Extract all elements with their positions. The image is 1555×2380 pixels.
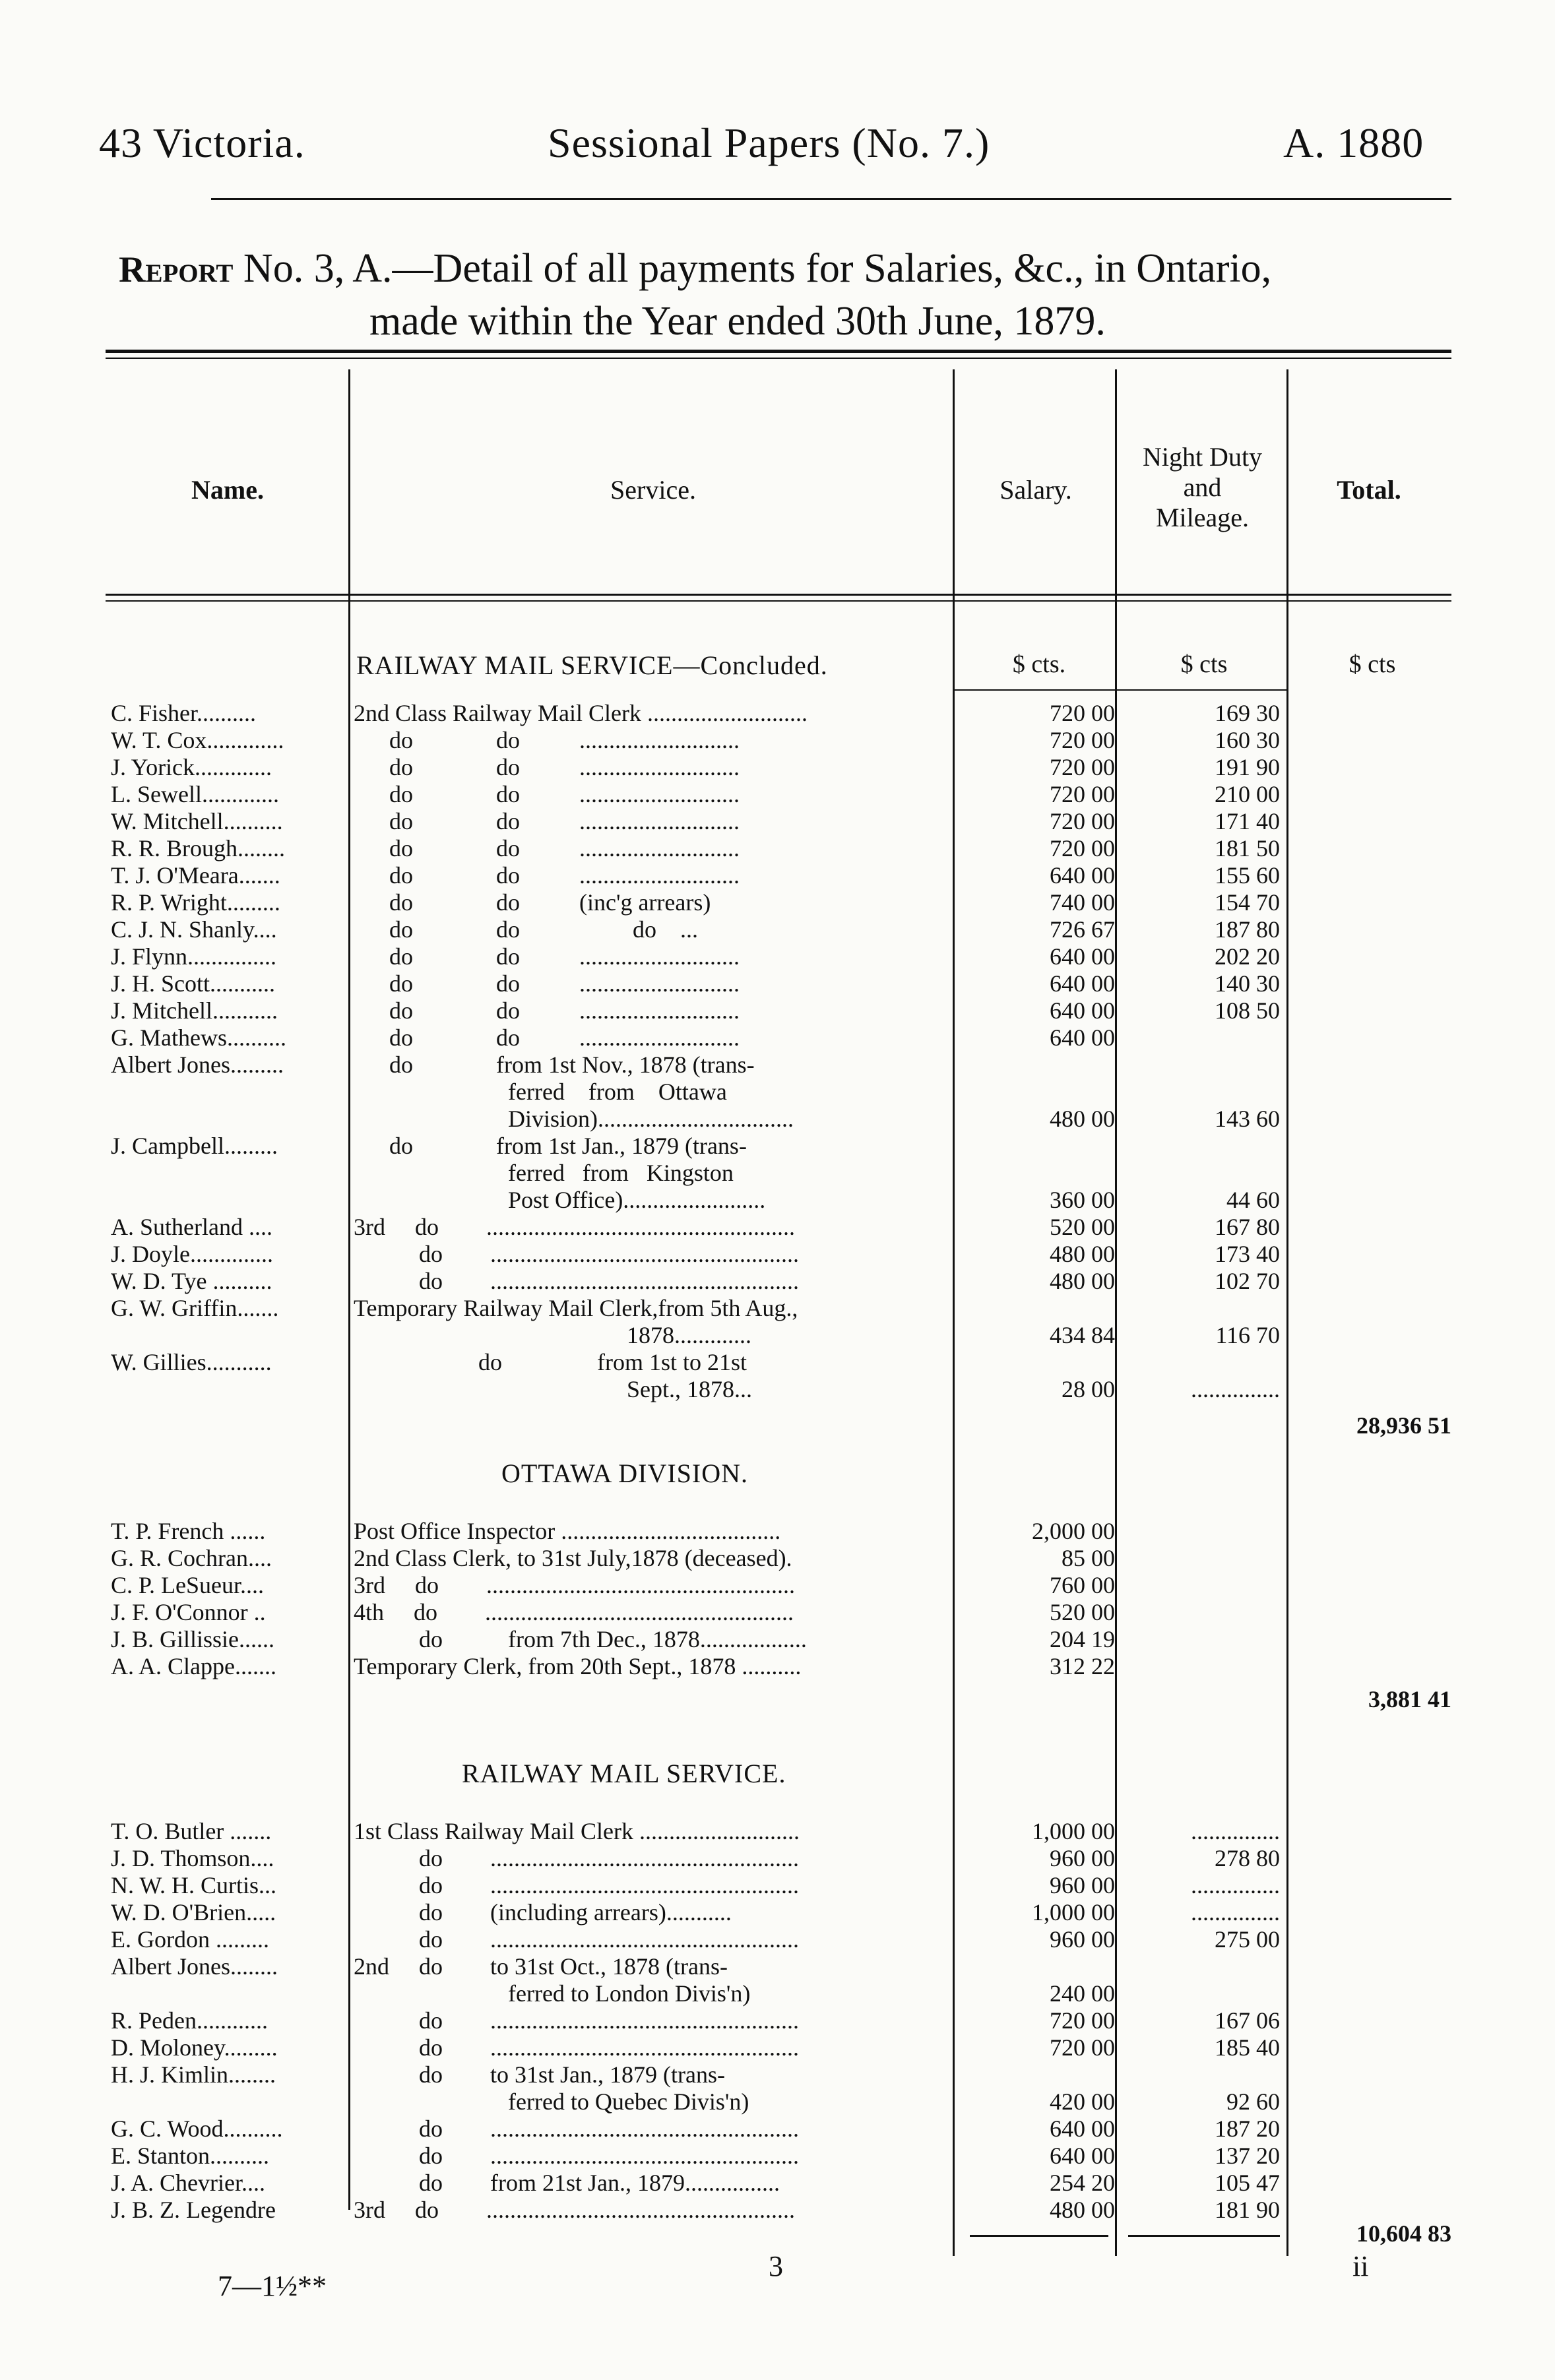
service-description: 3rd do ....................................................: [354, 1572, 795, 1598]
payee-name: G. R. Cochran....: [111, 1545, 272, 1571]
column-night-line2: and: [1183, 472, 1222, 502]
column-night-line1: Night Duty: [1142, 442, 1263, 472]
table-row: [0, 1844, 1555, 1872]
night-duty-amount: 143 60: [1215, 1106, 1280, 1132]
payee-name: J. D. Thomson....: [111, 1845, 274, 1871]
page-number: 3: [769, 2250, 783, 2282]
salary-amount: 960 00: [1050, 1845, 1115, 1871]
salary-unit: $ cts.: [1012, 650, 1066, 678]
table-row: [0, 780, 1555, 808]
salary-amount: 1,000 00: [1032, 1899, 1115, 1926]
salary-amount: 2,000 00: [1032, 1518, 1115, 1544]
table-row: [0, 807, 1555, 835]
salary-amount: 520 00: [1050, 1599, 1115, 1625]
salary-amount: 720 00: [1050, 727, 1115, 753]
table-row: [0, 1625, 1555, 1653]
night-duty-amount: 116 70: [1215, 1322, 1280, 1348]
section-title: [501, 1458, 748, 1489]
payee-name: C. Fisher..........: [111, 700, 257, 726]
salary-amount: 480 00: [1050, 1268, 1115, 1294]
service-description: 2nd Class Railway Mail Clerk ...........................: [354, 700, 808, 726]
table-row: [0, 2169, 1555, 2197]
payee-name: J. Mitchell...........: [111, 997, 278, 1024]
service-description: 3rd do ....................................................: [354, 1214, 795, 1240]
section-total: 10,604 83: [1356, 2220, 1451, 2247]
salary-amount: 760 00: [1050, 1572, 1115, 1598]
report-title-line1: No. 3, A.—Detail of all payments for Salaries, &c., in Ontario,: [243, 246, 1272, 291]
service-description: do do ...........................: [354, 727, 740, 753]
table-row: [0, 1953, 1555, 1980]
salary-amount: 85 00: [1062, 1545, 1115, 1571]
service-description: 4th do ....................................................: [354, 1599, 794, 1625]
salary-amount: 520 00: [1050, 1214, 1115, 1240]
salary-amount: 720 00: [1050, 2034, 1115, 2061]
payee-name: T. O. Butler .......: [111, 1818, 272, 1844]
payee-name: J. F. O'Connor ..: [111, 1599, 266, 1625]
table-row: [0, 1078, 1555, 1106]
table-row: [0, 1294, 1555, 1322]
service-description: do do ...........................: [354, 970, 740, 997]
service-description: Sept., 1878...: [354, 1376, 753, 1402]
service-description: 2nd Class Clerk, to 31st July,1878 (deceased).: [354, 1545, 792, 1571]
service-description: do (including arrears)...........: [354, 1899, 732, 1926]
section-rule: [953, 689, 1286, 691]
footer-signature: 7—1½**: [218, 2270, 327, 2302]
table-row: [0, 1898, 1555, 1926]
night-duty-amount: 167 80: [1215, 1214, 1280, 1240]
night-duty-amount: 105 47: [1215, 2170, 1280, 2196]
service-description: do ....................................................: [354, 1268, 799, 1294]
table-row: [0, 1375, 1555, 1403]
payee-name: W. D. O'Brien.....: [111, 1899, 276, 1926]
payee-name: E. Gordon .........: [111, 1926, 269, 1953]
night-duty-amount: 140 30: [1215, 970, 1280, 997]
night-duty-amount: 44 60: [1226, 1187, 1280, 1213]
table-row: [0, 1517, 1555, 1545]
table-row: [0, 834, 1555, 862]
service-description: Post Office Inspector .....................................: [354, 1518, 781, 1544]
payee-name: J. Doyle..............: [111, 1241, 273, 1267]
payee-name: Albert Jones.........: [111, 1051, 284, 1078]
column-head-rule: [106, 594, 1451, 596]
table-row: [0, 916, 1555, 943]
payee-name: T. P. French ......: [111, 1518, 266, 1544]
report-title-line2: made within the Year ended 30th June, 1879.: [369, 299, 1106, 344]
report-lead: Report: [119, 249, 234, 290]
column-head-rule-2: [106, 600, 1451, 602]
night-duty-amount: 108 50: [1215, 997, 1280, 1024]
service-description: do ....................................................: [354, 2034, 799, 2061]
section-title: [356, 650, 828, 681]
table-row: [0, 2142, 1555, 2170]
salary-amount: 720 00: [1050, 2007, 1115, 2034]
salary-amount: 254 20: [1050, 2170, 1115, 2196]
table-top-rule-2: [106, 358, 1451, 359]
table-row: [0, 1817, 1555, 1845]
salary-amount: 960 00: [1050, 1926, 1115, 1953]
salary-amount: 360 00: [1050, 1187, 1115, 1213]
table-row: [0, 861, 1555, 889]
table-row: [0, 1186, 1555, 1214]
payee-name: W. D. Tye ..........: [111, 1268, 272, 1294]
table-row: [0, 1159, 1555, 1187]
service-description: do to 31st Jan., 1879 (trans-: [354, 2061, 725, 2088]
payee-name: G. Mathews..........: [111, 1024, 286, 1051]
salary-amount: 480 00: [1050, 2197, 1115, 2223]
section-total: 28,936 51: [1356, 1412, 1451, 1439]
table-row: [0, 1132, 1555, 1160]
table-row: [0, 1980, 1555, 2007]
payee-name: R. P. Wright.........: [111, 889, 280, 916]
service-description: do ....................................................: [354, 1241, 799, 1267]
salary-amount: 640 00: [1050, 2143, 1115, 2169]
service-description: 2nd do to 31st Oct., 1878 (trans-: [354, 1953, 728, 1980]
payee-name: G. C. Wood..........: [111, 2115, 283, 2142]
table-row: [0, 753, 1555, 781]
night-duty-amount: ...............: [1191, 1899, 1280, 1926]
section-title: [462, 1758, 786, 1789]
service-description: ferred from Ottawa: [354, 1079, 727, 1105]
salary-amount: 240 00: [1050, 1980, 1115, 2007]
table-row: [0, 1051, 1555, 1079]
service-description: do from 1st Nov., 1878 (trans-: [354, 1051, 755, 1078]
salary-amount: 640 00: [1050, 1024, 1115, 1051]
table-row: [0, 1598, 1555, 1626]
footer-page-roman: ii: [1352, 2250, 1369, 2282]
payee-name: J. Campbell.........: [111, 1133, 278, 1159]
payee-name: T. J. O'Meara.......: [111, 862, 280, 889]
salary-amount: 720 00: [1050, 835, 1115, 861]
service-description: do do ...........................: [354, 1024, 740, 1051]
night-duty-amount: 278 80: [1215, 1845, 1280, 1871]
report-title: [119, 243, 1465, 347]
night-duty-amount: ...............: [1191, 1872, 1280, 1898]
salary-amount: 204 19: [1050, 1626, 1115, 1652]
total-unit: $ cts: [1349, 650, 1396, 678]
night-duty-amount: 185 40: [1215, 2034, 1280, 2061]
service-description: 3rd do ....................................................: [354, 2197, 795, 2223]
salary-amount: 640 00: [1050, 997, 1115, 1024]
payee-name: J. B. Gillissie......: [111, 1626, 275, 1652]
service-description: Division).................................: [354, 1106, 794, 1132]
salary-amount: 720 00: [1050, 808, 1115, 834]
payee-name: J. Flynn...............: [111, 943, 277, 970]
header-volume: 43 Victoria.: [99, 119, 305, 166]
night-duty-amount: 155 60: [1215, 862, 1280, 889]
service-description: Post Office)........................: [354, 1187, 766, 1213]
night-duty-amount: 202 20: [1215, 943, 1280, 970]
night-duty-amount: 160 30: [1215, 727, 1280, 753]
night-unit: $ cts: [1180, 650, 1228, 678]
column-name-header: Name.: [191, 475, 264, 505]
salary-amount: 640 00: [1050, 943, 1115, 970]
service-description: do do ...........................: [354, 997, 740, 1024]
payee-name: N. W. H. Curtis...: [111, 1872, 277, 1898]
table-row: [0, 1926, 1555, 1953]
salary-amount: 640 00: [1050, 970, 1115, 997]
night-duty-amount: 181 90: [1215, 2197, 1280, 2223]
salary-amount: 480 00: [1050, 1106, 1115, 1132]
payee-name: J. H. Scott...........: [111, 970, 276, 997]
table-row: [0, 1267, 1555, 1295]
salary-amount: 28 00: [1062, 1376, 1115, 1402]
service-description: do from 7th Dec., 1878..................: [354, 1626, 807, 1652]
table-row: [0, 1571, 1555, 1599]
payee-name: C. P. LeSueur....: [111, 1572, 265, 1598]
night-duty-amount: 187 20: [1215, 2115, 1280, 2142]
table-row: [0, 2061, 1555, 2088]
payee-name: J. Yorick.............: [111, 754, 272, 780]
table-top-rule: [106, 350, 1451, 353]
service-description: ferred to Quebec Divis'n): [354, 2088, 749, 2115]
table-row: [0, 997, 1555, 1024]
section-title-text: RAILWAY MAIL SERVICE—Concluded.: [356, 650, 828, 680]
header-rule: [211, 198, 1451, 200]
salary-amount: 726 67: [1050, 916, 1115, 943]
salary-amount: 312 22: [1050, 1653, 1115, 1679]
service-description: do do ...........................: [354, 754, 740, 780]
table-row: [0, 2034, 1555, 2061]
service-description: 1878.............: [354, 1322, 751, 1348]
salary-amount: 434 84: [1050, 1322, 1115, 1348]
column-night-header: [1118, 442, 1286, 533]
table-row: [0, 1213, 1555, 1241]
payee-name: W. T. Cox.............: [111, 727, 284, 753]
night-duty-amount: 187 80: [1215, 916, 1280, 943]
payee-name: R. Peden............: [111, 2007, 268, 2034]
payee-name: J. B. Z. Legendre: [111, 2197, 276, 2223]
payee-name: W. Mitchell..........: [111, 808, 283, 834]
table-row: [0, 1544, 1555, 1572]
payee-name: A. A. Clappe.......: [111, 1653, 276, 1679]
salary-amount: 720 00: [1050, 754, 1115, 780]
service-description: 1st Class Railway Mail Clerk ...........................: [354, 1818, 800, 1844]
night-duty-amount: 191 90: [1215, 754, 1280, 780]
night-duty-amount: 181 50: [1215, 835, 1280, 861]
column-salary-header: Salary.: [1000, 475, 1072, 505]
table-row: [0, 1652, 1555, 1680]
table-row: [0, 2088, 1555, 2115]
salary-amount: 480 00: [1050, 1241, 1115, 1267]
service-description: do ....................................................: [354, 1926, 799, 1953]
table-row: [0, 970, 1555, 997]
column-night-line3: Mileage.: [1155, 503, 1250, 532]
service-description: do do ...........................: [354, 808, 740, 834]
service-description: do do (inc'g arrears): [354, 889, 711, 916]
night-duty-amount: 137 20: [1215, 2143, 1280, 2169]
table-row: [0, 943, 1555, 970]
service-description: do ....................................................: [354, 2143, 799, 2169]
header-series: Sessional Papers (No. 7.): [548, 119, 990, 166]
service-description: do do ...........................: [354, 835, 740, 861]
section-title-text: OTTAWA DIVISION.: [501, 1458, 748, 1488]
section-title-text: RAILWAY MAIL SERVICE.: [462, 1759, 786, 1788]
night-duty-amount: 171 40: [1215, 808, 1280, 834]
payee-name: Albert Jones........: [111, 1953, 278, 1980]
table-row: [0, 699, 1555, 727]
night-duty-amount: 102 70: [1215, 1268, 1280, 1294]
night-duty-amount: ...............: [1191, 1818, 1280, 1844]
table-row: [0, 889, 1555, 916]
service-description: ferred from Kingston: [354, 1160, 734, 1186]
salary-amount: 960 00: [1050, 1872, 1115, 1898]
salary-amount: 640 00: [1050, 862, 1115, 889]
payee-name: L. Sewell.............: [111, 781, 279, 807]
service-description: Temporary Railway Mail Clerk,from 5th Aug.,: [354, 1295, 798, 1321]
service-description: do do do ...: [354, 916, 698, 943]
payee-name: W. Gillies...........: [111, 1349, 272, 1375]
table-row: [0, 2115, 1555, 2143]
payee-name: A. Sutherland ....: [111, 1214, 272, 1240]
service-description: do do ...........................: [354, 862, 740, 889]
salary-amount: 720 00: [1050, 781, 1115, 807]
salary-amount: 740 00: [1050, 889, 1115, 916]
night-duty-amount: 169 30: [1215, 700, 1280, 726]
payee-name: H. J. Kimlin........: [111, 2061, 276, 2088]
night-duty-amount: 275 00: [1215, 1926, 1280, 1953]
service-description: do do ...........................: [354, 781, 740, 807]
salary-amount: 1,000 00: [1032, 1818, 1115, 1844]
service-description: Temporary Clerk, from 20th Sept., 1878 ..........: [354, 1653, 802, 1679]
service-description: do from 1st to 21st: [354, 1349, 747, 1375]
table-row: [0, 1240, 1555, 1268]
header-year: A. 1880: [1283, 119, 1424, 166]
service-description: ferred to London Divis'n): [354, 1980, 751, 2007]
table-row: [0, 1348, 1555, 1376]
night-duty-amount: 92 60: [1226, 2088, 1280, 2115]
salary-amount: 720 00: [1050, 700, 1115, 726]
column-total-header: Total.: [1337, 475, 1401, 505]
payee-name: E. Stanton..........: [111, 2143, 269, 2169]
section-total: 3,881 41: [1368, 1686, 1451, 1712]
service-description: do ....................................................: [354, 1845, 799, 1871]
service-description: do ....................................................: [354, 2115, 799, 2142]
table-row: [0, 1105, 1555, 1133]
payee-name: J. A. Chevrier....: [111, 2170, 265, 2196]
service-description: do from 21st Jan., 1879................: [354, 2170, 780, 2196]
table-row: [0, 726, 1555, 754]
table-row: [0, 1321, 1555, 1349]
service-description: do do ...........................: [354, 943, 740, 970]
service-description: do ....................................................: [354, 2007, 799, 2034]
service-description: do ....................................................: [354, 1872, 799, 1898]
night-duty-amount: 210 00: [1215, 781, 1280, 807]
table-row: [0, 2007, 1555, 2034]
service-description: do from 1st Jan., 1879 (trans-: [354, 1133, 747, 1159]
night-duty-amount: 173 40: [1215, 1241, 1280, 1267]
payee-name: C. J. N. Shanly....: [111, 916, 277, 943]
night-duty-amount: 154 70: [1215, 889, 1280, 916]
payee-name: R. R. Brough........: [111, 835, 286, 861]
night-duty-amount: ...............: [1191, 1376, 1280, 1402]
column-service-header: Service.: [610, 475, 696, 505]
salary-sum-rule: [970, 2235, 1108, 2237]
payee-name: G. W. Griffin.......: [111, 1295, 279, 1321]
night-duty-amount: 167 06: [1215, 2007, 1280, 2034]
salary-amount: 640 00: [1050, 2115, 1115, 2142]
table-row: [0, 1024, 1555, 1051]
table-row: [0, 1871, 1555, 1899]
payee-name: D. Moloney.........: [111, 2034, 278, 2061]
salary-amount: 420 00: [1050, 2088, 1115, 2115]
